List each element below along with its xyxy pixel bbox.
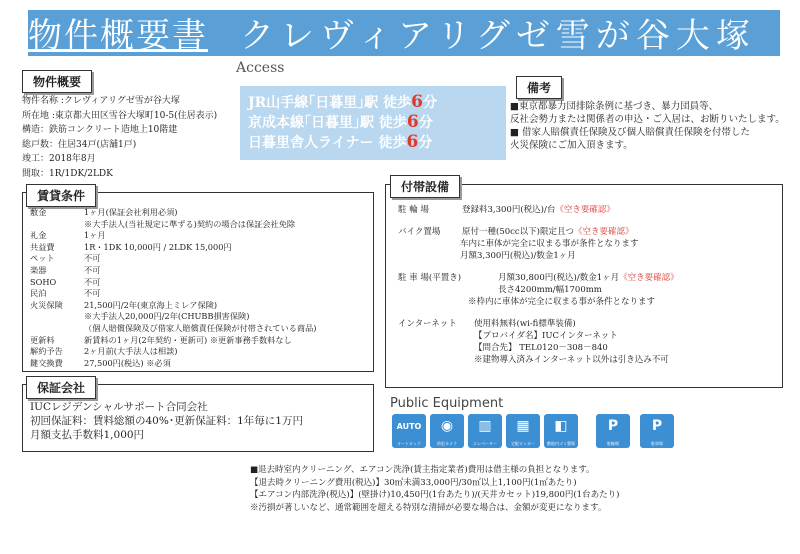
bicycle-parking-icon: P 駐輪場 (596, 414, 630, 448)
garbage-area-icon: ◧ 敷地内ゴミ置場 (544, 414, 578, 448)
facility-moto-line: 车内に車体が完全に収まる事が条件となります (460, 239, 639, 249)
facility-moto: バイク置場 原付一種(50cc以下)限定且つ 《空き要確認》 (398, 227, 634, 237)
rental-rows (30, 207, 370, 369)
remarks-label: 備考 (516, 76, 562, 99)
rental-row: SOHO 不可 (30, 276, 101, 287)
access-line: 京成本線｢日暮里｣駅 徒歩6分 (248, 112, 433, 132)
remarks-line: ■ 借家人賠償責任保険及び個人賠償責任保険を付帯した (510, 127, 750, 138)
rental-row: 礼金 1ヶ月 (30, 230, 106, 241)
access-line: 日暮里舎人ライナー 徒歩6分 (248, 132, 433, 152)
delivery-locker-icon: ▦ 宅配ロッカー (506, 414, 540, 448)
property-title: クレヴィアリグゼ雪が谷大塚 (240, 16, 756, 56)
guarantee-company: IUCレジデンシャルサポート合同会社 (30, 401, 208, 413)
autolock-icon: AUTO オートロック (392, 414, 426, 448)
remarks-line: 反社会勢力または関係者の申込・ご入居は、お断りいたします。 (510, 114, 785, 125)
guarantee-label: 保証会社 (26, 376, 96, 399)
footer-line: ■退去時室内クリーニング、エアコン洗浄(賃主指定業者)費用は借主様の負担となります。 (250, 465, 595, 475)
facility-internet: インターネット 使用料無料(wi-fi標準装備) (398, 319, 576, 329)
overview-section (22, 94, 237, 181)
overview-address: 所在地 :東京都大田区雪谷大塚町10-5(住居表示) (22, 110, 218, 121)
overview-label: 物件概要 (22, 70, 92, 93)
remarks-section (510, 100, 790, 152)
footer-line: 【エアコン内部洗浄(税込)】(壁掛け)10,450円(1台あたり)/(天井カセット)19,800円(1台あたり) (250, 490, 620, 500)
rental-row: 解約予告 2ヶ月前(大手法人は相談) (30, 346, 178, 357)
rental-row: 楽器 不可 (30, 264, 101, 275)
security-camera-icon: ◉ 防犯カメラ (430, 414, 464, 448)
facility-parking-line: 長さ4200mm/幅1700mm (498, 285, 602, 295)
rental-row: 民泊 不可 (30, 288, 101, 299)
equipment-label: Public Equipment (390, 396, 504, 411)
guarantee-line: 月額支払手数料1,000円 (30, 429, 145, 441)
rental-row: ※大手法人20,000円/2年(CHUBB損害保険) (84, 311, 250, 322)
access-box (240, 86, 506, 160)
facilities-section (398, 204, 778, 366)
rental-row: ※大手法人(当社規定に準ずる)契約の場合は保証会社免除 (84, 218, 296, 229)
facility-internet-line: 【問合先】 TEL0120－308－840 (474, 343, 608, 353)
facility-parking-line: ※枠内に車体が完全に収まる事が条件となります (468, 297, 656, 307)
facility-moto-line: 月額3,300円(税込)/数金1ヶ月 (460, 251, 576, 261)
rental-row: 更新料 新賃料の1ヶ月(2年契約・更新可) ※更新事務手数料なし (30, 334, 292, 345)
rental-row: 鍵交換費 27,500円(税込) ※必須 (30, 357, 171, 368)
footer-line: 【退去時クリーニング費用(税込)】30㎡未満33,000円/30㎡以上1,100円(1㎡あたり) (250, 477, 577, 488)
elevator-icon: ▥ エレベーター (468, 414, 502, 448)
document-title: 物件概要書 (28, 16, 208, 56)
remarks-line: 火災保険にご加入頂きます。 (510, 140, 633, 151)
car-parking-icon: P 駐車場 (640, 414, 674, 448)
facility-bike: 駐 輪 場 登録料3,300円(税込)/台 《空き要確認》 (398, 205, 615, 215)
rental-row: 敷金 1ヶ月(保証会社利用必須) (30, 207, 178, 217)
facility-internet-line: 【プロバイダ名】IUCインターネット (474, 331, 618, 341)
rental-row: 共益費 1R・1DK 10,000円 / 2LDK 15,000円 (30, 241, 232, 252)
facility-parking: 駐 車 場(平置き) 月額30,800円(税込)/数金1ヶ月 《空き要確認》 (398, 273, 679, 283)
facility-internet-line: ※建物導入済みインターネット以外は引き込み不可 (474, 355, 669, 365)
overview-completed: 竣工：2018年8月 (22, 154, 96, 164)
rental-row: 火災保険 21,500円/2年(東京海上ミレア保険) (30, 299, 218, 310)
overview-name: 物件名称 :クレヴィアリグゼ雪が谷大塚 (22, 96, 180, 106)
footer-notes (250, 464, 790, 514)
rental-label: 賃貸条件 (26, 184, 96, 207)
remarks-line: ■東京都暴力団排除条例に基づき、暴力団員等、 (510, 101, 719, 112)
guarantee-line: 初回保証料：賃料総額の40%･更新保証料：1年毎に1万円 (30, 415, 303, 427)
facilities-label: 付帯設備 (390, 175, 460, 198)
footer-line: ※汚損が著しいなど、通常範囲を超える特別な清掃が必要な場合は、金額が変更になります。 (250, 502, 607, 513)
rental-row: （個人賠償保険及び借家人賠償責任保険が付帯されている商品) (84, 322, 317, 333)
overview-layout: 間取：1R/1DK/2LDK (22, 168, 113, 179)
rental-row: ペット 不可 (30, 253, 101, 264)
overview-units: 総戸数：住居34戸(店舗1戸) (22, 139, 137, 150)
access-label: Access (236, 60, 285, 76)
access-line: JR山手線｢日暮里｣駅 徒歩6分 (248, 92, 437, 112)
guarantee-section (30, 400, 370, 442)
overview-structure: 構造：鉄筋コンクリート造地上10階建 (22, 125, 178, 135)
